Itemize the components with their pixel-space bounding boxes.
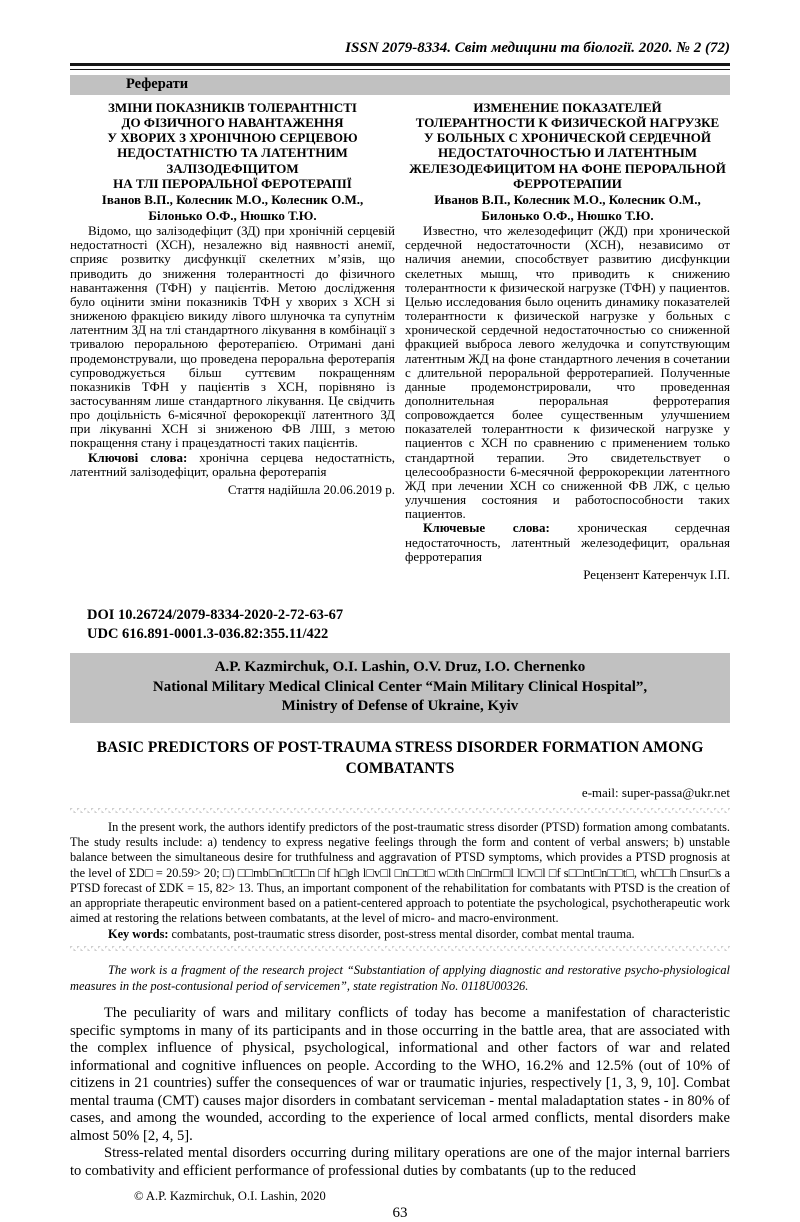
- udc-line: UDC 616.891-0001.3-036.82:355.11/422: [87, 625, 329, 642]
- reviewer-line: Рецензент Катеренчук І.П.: [583, 566, 730, 582]
- title-line: ТОЛЕРАНТНОСТИ К ФИЗИЧЕСКОЙ НАГРУЗКЕ: [415, 114, 720, 130]
- title-line: ФЕРРОТЕРАПИИ: [513, 176, 622, 192]
- abstract-ru-title: [405, 100, 730, 192]
- abstract-uk-body: Відомо, що залізодефіцит (ЗД) при хронічній серцевій недостатності (ХСН), незалежно від наявності анемії, сприяє розвитку дисфункції скелетних м’язів, що приводить до зниження толерантності до фізичного навантаження (ТФН) у пацієнтів. Метою дослідження було оцінити зміни показників ТФН у хворих з ХСН зі зниженою фракцією викиду лівого шлуночка та супутнім латентним ЗД на тлі стандартного лікування в комбінації з тривалою пероральною феротерапією. Отримані дані продемонстрували, що проведена пероральна феротерапія супроводжується більш суттєвим покращенням показників ТФН у пацієнтів з ХСН, порівняно із застосуванням лише стандартного лікування. Це свідчить про доцільність 6-місячної ферокорекції латентного ЗД при лікуванні ХСН зі зниженою ФВ ЛШ, з метою покращення стану і працездатності таких пацієнтів.: [70, 223, 395, 451]
- abstract-uk-keywords: [70, 451, 395, 479]
- header-double-rule: [70, 63, 730, 70]
- abstract-uk-authors: [70, 192, 395, 223]
- abstract-uk-title: [70, 100, 395, 192]
- article-title-line: COMBATANTS: [345, 760, 455, 778]
- author-line: Билонько О.Ф., Нюшко Т.Ю.: [481, 207, 654, 223]
- title-line: ЗАЛІЗОДЕФІЦИТОМ: [166, 160, 299, 176]
- title-line: ИЗМЕНЕНИЕ ПОКАЗАТЕЛЕЙ: [473, 99, 662, 115]
- keywords-en-text: combatants, post-traumatic stress disorder, post-stress mental disorder, combat mental trauma.: [168, 926, 635, 941]
- zigzag-separator: [70, 946, 730, 951]
- title-line: НА ТЛІ ПЕРОРАЛЬНОЇ ФЕРОТЕРАПІЇ: [113, 176, 352, 192]
- article-abstract: In the present work, the authors identify predictors of the post-traumatic stress disorder (PTSD) formation among combatants. The study results include: a) tendency to express negative feelings through the form and content of verbal answers; b) unstable balance between the simultaneous desire for truthfulness and aggravation of PTSD symptoms, which provides a PTSD prognosis at the level of ΣD□ = 20.59> 20; □) □□mb□n□t□□n □f h□gh l□v□l □n□□t□ w□th □n□rm□l l□v□l □f s□□nt□n□□t□, wh□□h □nsur□s a PTSD forecast of ΣDK = 15, 82> 13. Thus, an important component of the rehabilitation for combatants with PTSD is the creation of an appropriate therapeutic environment based on a patient-centered approach to potentiate the psychological, psychotherapeutic work aimed at restoring the relations between combatants, at the level of micro- and macro-environment.: [70, 819, 730, 926]
- received-date: Стаття надійшла 20.06.2019 р.: [227, 481, 395, 497]
- keywords-label: Ключові слова:: [88, 449, 188, 465]
- abstract-ru-keywords: [405, 521, 730, 563]
- section-bar: [70, 75, 730, 95]
- doi-udc-block: [70, 606, 730, 644]
- authors-affiliation-block: [70, 653, 730, 723]
- affiliation-line: Ministry of Defense of Ukraine, Kyiv: [281, 698, 519, 715]
- doi-line: DOI 10.26724/2079-8334-2020-2-72-63-67: [87, 607, 344, 624]
- title-line: У БОЛЬНЫХ С ХРОНИЧЕСКОЙ СЕРДЕЧНОЙ: [423, 130, 712, 146]
- abstract-ru-column: [405, 100, 730, 583]
- author-line: Иванов В.П., Колесник М.О., Колесник О.М.,: [434, 192, 701, 208]
- body-paragraph: Stress-related mental disorders occurring during military operations are one of the major internal barriers to combativity and efficient performance of professional duties by combatants (up to the reduced: [70, 1145, 730, 1179]
- article-keywords: [70, 927, 730, 942]
- affiliation-line: National Military Medical Clinical Center “Main Military Clinical Hospital”,: [152, 678, 648, 695]
- body-paragraph: The peculiarity of wars and military conflicts of today has become a manifestation of characteristic specific symptoms in many of its participants and in those occurring in the battle area, that are associated with the complex influence of physical, psychological, informational and other factors of war and related informational and cognitive influences on people. According to the WHO, 16.2% and 12.5% (out of 10% of citizens in 21 countries) suffer the consequences of war or traumatic injuries, respectively [1, 3, 9, 10]. Combat mental trauma (CMT) causes major disorders in combatant serviceman - mental maladaptation states - in 80% of cases, and among the wounded, according to the experience of local armed conflicts, mental disorders make almost 50% [2, 4, 5].: [70, 1005, 730, 1144]
- keywords-en-label: Key words:: [108, 926, 169, 941]
- title-line: ДО ФІЗИЧНОГО НАВАНТАЖЕННЯ: [121, 114, 344, 130]
- copyright-line: © A.P. Kazmirchuk, O.I. Lashin, 2020: [134, 1189, 326, 1204]
- abstract-ru-authors: [405, 192, 730, 223]
- email-line: e-mail: super-passa@ukr.net: [581, 784, 730, 800]
- keywords-text: хроническая сердечная недостаточность, латентный железодефицит, оральная ферротерапия: [405, 520, 730, 564]
- article-body: [70, 1005, 730, 1180]
- title-line: ЗМІНИ ПОКАЗНИКІВ ТОЛЕРАНТНІСТІ: [108, 99, 357, 115]
- title-line: У ХВОРИХ З ХРОНІЧНОЮ СЕРЦЕВОЮ: [107, 130, 358, 146]
- author-line: Білонько О.Ф., Нюшко Т.Ю.: [148, 207, 317, 223]
- abstract-uk-column: [70, 100, 395, 583]
- section-label: Реферати: [126, 75, 189, 92]
- title-line: НЕДОСТАТОЧНОСТЬЮ И ЛАТЕНТНЫМ: [438, 145, 697, 161]
- article-title-line: BASIC PREDICTORS OF POST-TRAUMA STRESS DISORDER FORMATION AMONG: [96, 739, 704, 757]
- title-line: НЕДОСТАТНІСТЮ ТА ЛАТЕНТНИМ: [117, 145, 348, 161]
- abstract-ru-body: Известно, что железодефицит (ЖД) при хронической сердечной недостаточности (ХСН), независимо от наличия анемии, способствует развитию дисфункции скелетных мышц, что приводить к снижению толерантности к физической нагрузке (ТФН) у пациентов. Целью исследования было оценить динамику показателей толерантности к физической нагрузке у больных с хронической сердечной недостаточностью со сниженной фракцией выброса левого желудочка и сопутствующим латентным ЖД на фоне стандартного лечения в сочетании с длительной пероральной ферротерапией. Полученные данные продемонстрировали, что проведенная дополнительная пероральная ферротерапия сопровождается более существенным улучшением показателей толерантности к физической нагрузке у пациентов с ХСН по сравнению с применением только стандартной терапии. Это свидетельствует о целесообразности 6-месячной феррокорекции латентного ЖД при лечении ХСН со сниженной ФВ ЛЖ, с целью улучшения состояния и работоспособности таких пациентов.: [405, 223, 730, 522]
- article-authors-line: A.P. Kazmirchuk, O.I. Lashin, O.V. Druz, I.O. Chernenko: [214, 658, 586, 675]
- page-number: 63: [392, 1205, 408, 1222]
- zigzag-separator: [70, 808, 730, 813]
- article-title: [70, 738, 730, 780]
- keywords-label: Ключевые слова:: [423, 520, 550, 536]
- abstracts-columns: [70, 100, 730, 583]
- title-line: ЖЕЛЕЗОДЕФИЦИТОМ НА ФОНЕ ПЕРОРАЛЬНОЙ: [409, 160, 726, 176]
- keywords-text: хронічна серцева недостатність, латентний залізодефіцит, оральна феротерапія: [70, 449, 395, 479]
- research-note: The work is a fragment of the research project “Substantiation of applying diagnostic and restorative psycho-physiological measures in the post-contusional period of servicemen”, state registration No. 0118U00326.: [70, 962, 730, 993]
- issn-header-line: ISSN 2079-8334. Світ медицини та біології. 2020. № 2 (72): [345, 40, 730, 56]
- author-line: Іванов В.П., Колесник М.О., Колесник О.М.,: [101, 192, 364, 208]
